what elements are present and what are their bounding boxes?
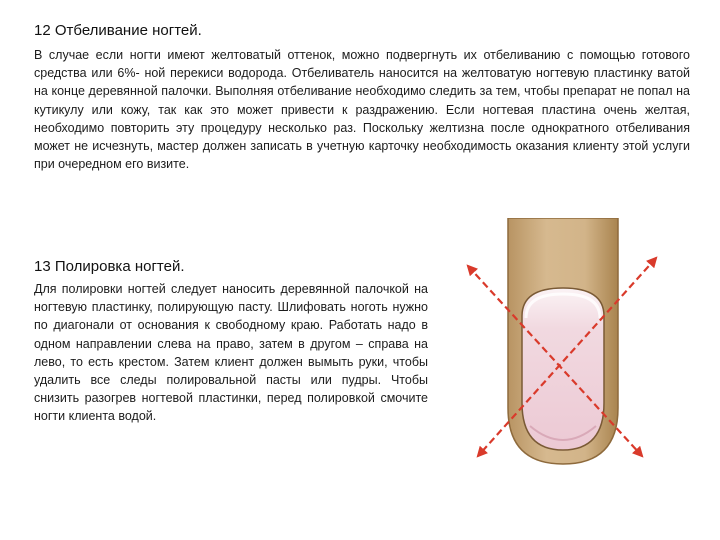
nail-polishing-illustration xyxy=(430,218,720,468)
nail-plate xyxy=(522,288,604,450)
section-13-title: 13 Полировка ногтей. xyxy=(34,258,185,275)
section-13-text: Для полировки ногтей следует наносить деревянной палочкой на ногтевую пластинку, полирующую пасту. Шлифовать ноготь нужно по диагонали от основания к свободному краю. Работать надо в одном направлении слева на право, затем в другом – справа на лево, то есть крестом. Затем клиент должен вымыть руки, чтобы удалить все следы полировальной пасты или пудры. Чтобы снизить разогрев ногтевой пластинки, перед полировкой смочите ногти клиента водой. xyxy=(34,282,428,424)
section-12-text: В случае если ногти имеют желтоватый оттенок, можно подвергнуть их отбеливанию с помощью готового средства или 6%- ной перекиси водорода. Отбеливатель наносится на желтоватую ногтевую пластинку ватой на конце деревянной палочки. Выполняя отбеливание необходимо следить за тем, чтобы препарат не попал на кутикулу или кожу, так как это может привести к раздражению. Если ногтевая пластина очень желтая, необходимо повторить эту процедуру несколько раз. Поскольку желтизна после однократного отбеливания может не исчезнуть, мастер должен записать в учетную карточку необходимость оказания клиенту этой услуги при очередном его визите. xyxy=(34,48,690,172)
section-12-title: 12 Отбеливание ногтей. xyxy=(34,22,202,39)
